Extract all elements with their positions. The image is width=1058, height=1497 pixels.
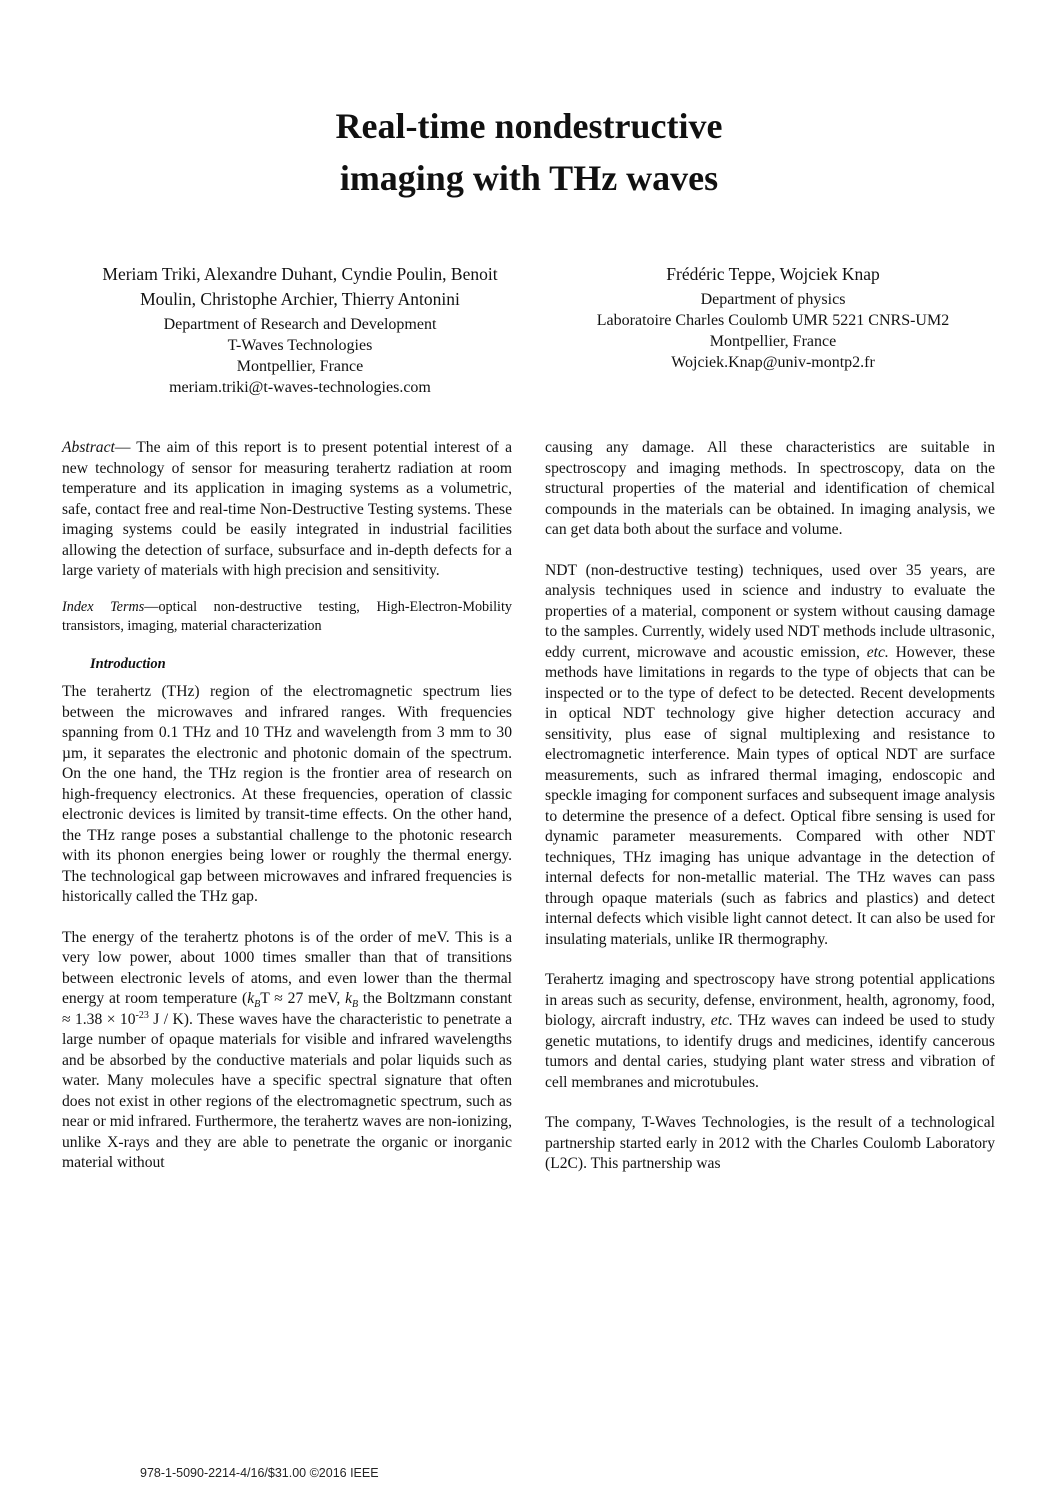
author-block-left — [60, 262, 540, 398]
right-paragraph-2 — [545, 561, 995, 951]
right-paragraph-4: The company, T-Waves Technologies, is the result of a technological partnership started early in 2012 with the Charles Coulomb Laboratory (L2C). This partnership was — [545, 1114, 995, 1172]
copyright-footer: 978-1-5090-2214-4/16/$31.00 ©2016 IEEE — [140, 1466, 379, 1480]
section-heading-introduction: Introduction — [90, 655, 166, 672]
index-terms-text: —optical non-destructive testing, High-Electron-Mobility transistors, imaging, material characterization — [62, 598, 512, 634]
exponent: -23 — [135, 1009, 149, 1021]
abstract-text: — The aim of this report is to present potential interest of a new technology of sensor for measuring terahertz radiation at room temperature and its application in imaging systems as a volumetric, safe, contact free and real-time Non-Destructive Testing systems. These imaging systems could be easily integrated in industrial facilities allowing the detection of surface, subsurface and in-depth defects for a large variety of materials with high precision and sensitivity. — [62, 439, 512, 579]
right-p3-text-a: Terahertz imaging and spectroscopy have strong potential applications in areas such as security, defense, environment, health, agronomy, food, biology, aircraft industry, — [545, 971, 995, 1029]
right-paragraph-1: causing any damage. All these characteristics are suitable in spectroscopy and imaging methods. In spectroscopy, data on the structural properties of the material and identification of chemical compounds in the materials can be obtained. In imaging analysis, we can get data both about the surface and volume. — [545, 439, 995, 538]
author-names-left — [60, 262, 540, 312]
symbol-k-1: k — [247, 990, 255, 1007]
author-names-line-1: Meriam Triki, Alexandre Duhant, Cyndie Poulin, Benoit — [102, 264, 498, 284]
intro-paragraph-2 — [62, 928, 512, 1174]
author-names-line-2: Moulin, Christophe Archier, Thierry Antonini — [140, 289, 460, 309]
right-paragraph-3 — [545, 970, 995, 1093]
intro-p2-text-d: J / K). These waves have the characteristic to penetrate a large number of opaque materials for visible and infrared wavelengths and be absorbed by the conductive materials and polar liquids such as water. Many molecules have a specific spectral signature that often does not exist in other regions of the electromagnetic spectrum, such as near or mid infrared. Furthermore, the terahertz waves are non-ionizing, unlike X-rays and they are able to penetrate the organic or inorganic material without — [62, 1010, 512, 1171]
index-terms-label: Index Terms — [62, 598, 145, 615]
symbol-subscript-b-2: B — [352, 999, 359, 1011]
affiliation-org-left: T-Waves Technologies — [227, 337, 373, 354]
abstract-label: Abstract — [62, 439, 115, 456]
affiliation-dept-left: Department of Research and Development — [163, 316, 437, 333]
author-email-left: meriam.triki@t-waves-technologies.com — [169, 379, 431, 396]
etc-italic-1: etc. — [866, 643, 889, 661]
affiliation-dept-right: Department of physics — [700, 291, 846, 308]
title-line-1: Real-time nondestructive — [335, 106, 723, 146]
right-p2-text-b: However, these methods have limitations in regards to the type of objects that can be inspected or to the type of defect to be detected. Recent developments in optical NDT technology give higher detection accuracy and sensitivity, plus ease of signal multiplexing and resistance to electromagnetic interference. Main types of optical NDT are surface measurements, such as infrared thermal imaging, endoscopic and speckle imaging for component surfaces and subsequent image analysis to determine the presence of a defect. Optical fibre sensing is used for dynamic parameter measurements. Compared with other NDT techniques, THz imaging has unique advantage in the detection of internal defects for non-metallic material. The THz waves can pass through opaque materials (such as fabrics and plastics) and detect internal defects which visible light cannot detect. It can also be used for insulating materials, unlike IR thermography. — [545, 643, 995, 948]
right-p3-text-b: THz waves can indeed be used to study genetic mutations, to identify drugs and medicines, identify cancerous tumors and dental caries, studying plant water stress and vibration of cell membranes and microtubules. — [545, 1012, 995, 1091]
intro-p2-text-c: the Boltzmann constant ≈ 1.38 × 10 — [62, 990, 513, 1028]
author-names-right: Frédéric Teppe, Wojciek Knap — [666, 264, 880, 284]
affiliation-city-right: Montpellier, France — [709, 333, 837, 350]
intro-p2-text-b: T ≈ 27 meV, — [260, 990, 346, 1007]
author-email-right: Wojciek.Knap@univ-montp2.fr — [671, 354, 875, 371]
intro-paragraph-1: The terahertz (THz) region of the electromagnetic spectrum lies between the microwaves and infrared ranges. With frequencies spanning from 0.1 THz and 10 THz and wavelength from 3 mm to 30 µm, it separates the electronic and photonic domain of the spectrum. On the one hand, the THz region is the frontier area of research on high-frequency electronics. At these frequencies, operation of classic electronic devices is limited by transit-time effects. On the other hand, the THz range poses a substantial challenge to the photonic research with its phonon energies being lower or roughly the thermal energy. The technological gap between microwaves and infrared frequencies is historically called the THz gap. — [62, 683, 512, 905]
abstract — [62, 438, 512, 582]
etc-italic-2: etc. — [710, 1012, 733, 1029]
index-terms — [62, 598, 512, 636]
affiliation-lab-right: Laboratoire Charles Coulomb UMR 5221 CNRS-UM2 — [596, 312, 950, 329]
title-line-2: imaging with THz waves — [339, 158, 719, 198]
author-block-right — [548, 262, 998, 373]
right-p2-text-a: NDT (non-destructive testing) techniques, used over 35 years, are analysis techniques used in science and industry to evaluate the properties of a material, component or system without causing damage to the samples. Currently, widely used NDT methods include ultrasonic, eddy current, microwave and acoustic emission, — [545, 561, 995, 661]
symbol-subscript-b-1: B — [254, 999, 261, 1011]
paper-title — [0, 100, 1058, 204]
affiliation-city-left: Montpellier, France — [236, 358, 364, 375]
symbol-k-2: k — [345, 990, 353, 1007]
left-column — [62, 438, 512, 1194]
right-column — [545, 438, 995, 1195]
intro-p2-text-a: The energy of the terahertz photons is of the order of meV. This is a very low power, about 1000 times smaller than that of transitions between electronic levels of atoms, and even lower than the thermal energy at room temperature ( — [62, 928, 512, 1007]
